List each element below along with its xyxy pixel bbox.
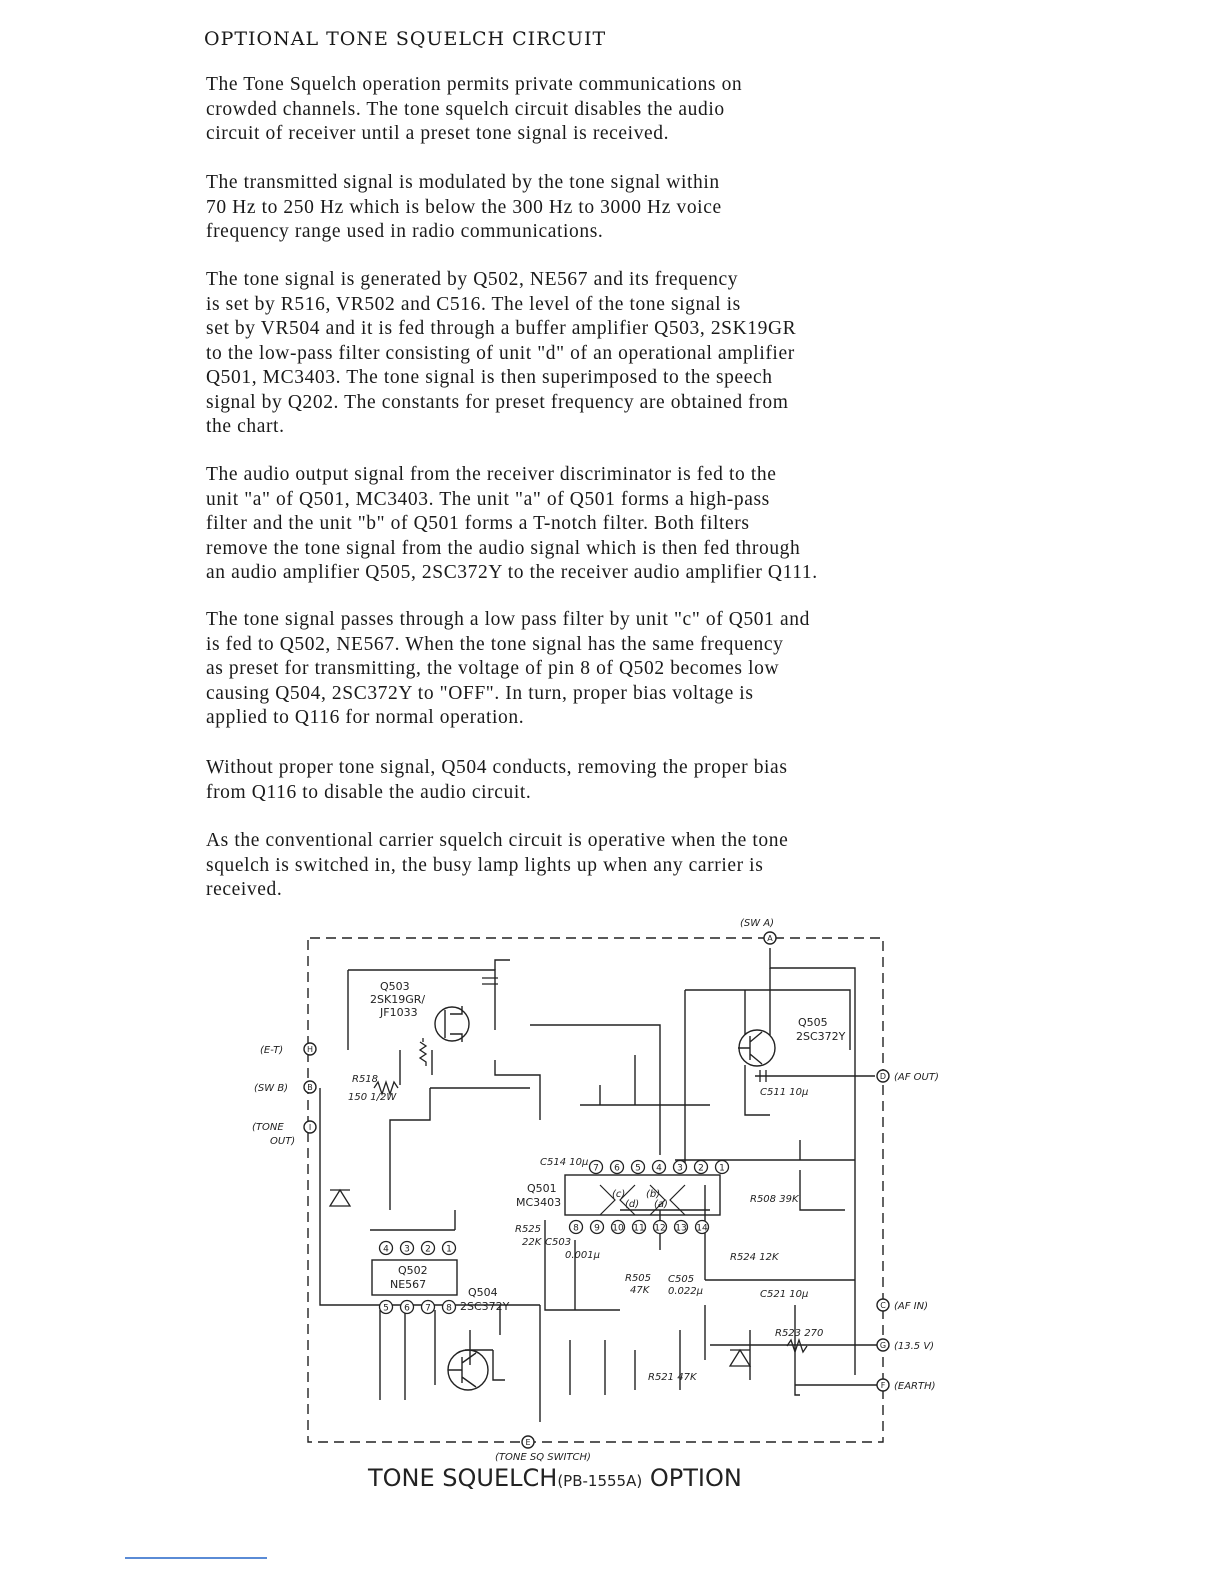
unit-a: (a) xyxy=(654,1199,668,1210)
text-line: The transmitted signal is modulated by the tone signal within xyxy=(206,172,720,193)
text-line: filter and the unit "b" of Q501 forms a T-notch filter. Both filters xyxy=(206,513,750,534)
text-line: The audio output signal from the receiver discriminator is fed to the xyxy=(206,464,777,485)
ic-pin-number: 6 xyxy=(614,1163,620,1174)
text-line: remove the tone signal from the audio signal which is then fed through xyxy=(206,537,801,559)
text-line: Without proper tone signal, Q504 conducts, removing the proper bias xyxy=(206,757,788,778)
terminal-e: E xyxy=(525,1438,531,1447)
label-tone-out-2: OUT) xyxy=(270,1136,296,1147)
r524-label: R524 12K xyxy=(730,1252,779,1263)
paragraph-tone-generation xyxy=(206,268,996,440)
c505-label: C505 xyxy=(668,1274,695,1285)
r525-label: R525 xyxy=(515,1224,542,1235)
section-heading: OPTIONAL TONE SQUELCH CIRCUIT xyxy=(204,28,607,50)
paragraph-audio-output xyxy=(206,463,996,586)
ic-pin-number: 1 xyxy=(719,1163,725,1174)
text-line: set by VR504 and it is fed through a buffer amplifier Q503, 2SK19GR xyxy=(206,318,797,339)
label-13-5v: (13.5 V) xyxy=(894,1341,935,1352)
terminal-f: F xyxy=(880,1381,886,1390)
ic-pin-number: 5 xyxy=(383,1303,389,1314)
r523-label: R523 270 xyxy=(775,1328,824,1339)
c503-label: C503 xyxy=(545,1237,572,1248)
q502-top-pins xyxy=(380,1242,456,1255)
c503-value: 0.001μ xyxy=(565,1250,600,1261)
r505-label: R505 xyxy=(625,1273,652,1284)
ic-pin-number: 12 xyxy=(654,1223,666,1234)
ic-pin-number: 7 xyxy=(425,1303,431,1314)
r505-value: 47K xyxy=(630,1285,650,1296)
text-line: 70 Hz to 250 Hz which is below the 300 Hz to 3000 Hz voice xyxy=(206,196,722,218)
c521-label: C521 10μ xyxy=(760,1289,809,1300)
label-sw-b: (SW B) xyxy=(254,1083,289,1094)
text-line: squelch is switched in, the busy lamp lights up when any carrier is xyxy=(206,854,764,876)
label-af-out: (AF OUT) xyxy=(894,1072,939,1083)
text-line: frequency range used in radio communications. xyxy=(206,221,604,242)
q501-ic xyxy=(516,1175,720,1215)
text-line: Q501, MC3403. The tone signal is then superimposed to the speech xyxy=(206,367,773,388)
terminal-h: H xyxy=(306,1045,314,1054)
ic-pin-number: 4 xyxy=(656,1163,662,1174)
terminal-c: C xyxy=(880,1301,886,1310)
c514-label: C514 10μ xyxy=(540,1157,589,1168)
label-tone-sq-switch: (TONE SQ SWITCH) xyxy=(495,1452,591,1463)
label-sw-a: (SW A) xyxy=(740,918,775,929)
c511-label: C511 10μ xyxy=(760,1087,809,1098)
q502-ic xyxy=(372,1260,457,1295)
paragraph-tone-squelch-intro xyxy=(206,73,996,147)
terminal-d: D xyxy=(879,1072,887,1081)
q503-part-1: 2SK19GR/ xyxy=(370,993,426,1006)
text-line: applied to Q116 for normal operation. xyxy=(206,707,525,728)
paragraph-carrier-squelch xyxy=(206,829,996,903)
text-line: is fed to Q502, NE567. When the tone signal has the same frequency xyxy=(206,633,784,655)
text-line: circuit of receiver until a preset tone signal is received. xyxy=(206,123,670,144)
label-af-in: (AF IN) xyxy=(894,1301,929,1312)
ic-pin-number: 10 xyxy=(612,1223,624,1234)
ic-pin-number: 1 xyxy=(446,1244,452,1255)
q501-bottom-pins xyxy=(570,1221,709,1234)
ic-pin-number: 5 xyxy=(635,1163,641,1174)
text-line: As the conventional carrier squelch circuit is operative when the tone xyxy=(206,830,789,851)
caption-option: OPTION xyxy=(642,1464,742,1492)
q504-transistor xyxy=(448,1286,510,1390)
c505-value: 0.022μ xyxy=(668,1286,703,1297)
r521-label: R521 47K xyxy=(648,1372,697,1383)
text-line: the chart. xyxy=(206,416,285,437)
terminal-a: A xyxy=(767,934,773,943)
paragraph-without-tone xyxy=(206,756,996,805)
ic-pin-number: 11 xyxy=(633,1223,645,1234)
q503-label: Q503 xyxy=(380,980,410,993)
q504-part: 2SC372Y xyxy=(460,1300,510,1313)
unit-b: (b) xyxy=(646,1189,661,1200)
r518-value: 150 1/2W xyxy=(348,1092,397,1103)
caption-model: (PB-1555A) xyxy=(557,1472,643,1490)
paragraph-low-pass xyxy=(206,608,996,731)
text-line: crowded channels. The tone squelch circuit disables the audio xyxy=(206,98,725,120)
label-earth: (EARTH) xyxy=(894,1381,936,1392)
terminal-b: B xyxy=(307,1083,313,1092)
tone-squelch-schematic xyxy=(240,910,1000,1465)
q501-top-pins xyxy=(590,1161,729,1174)
q504-label: Q504 xyxy=(468,1286,498,1299)
footer-rule xyxy=(125,1557,267,1559)
q503-part-2: JF1033 xyxy=(380,1006,418,1019)
text-line: as preset for transmitting, the voltage of pin 8 of Q502 becomes low xyxy=(206,658,780,679)
ic-pin-number: 3 xyxy=(677,1163,683,1174)
q505-part: 2SC372Y xyxy=(796,1030,846,1043)
paragraph-transmitted-signal xyxy=(206,171,996,245)
text-line: to the low-pass filter consisting of unit "d" of an operational amplifier xyxy=(206,342,795,364)
q501-part: MC3403 xyxy=(516,1196,562,1209)
ic-pin-number: 2 xyxy=(425,1244,431,1255)
r508-label: R508 39K xyxy=(750,1194,799,1205)
terminal-g: G xyxy=(879,1341,887,1350)
text-line: The Tone Squelch operation permits private communications on xyxy=(206,74,743,95)
text-line: is set by R516, VR502 and C516. The level of the tone signal is xyxy=(206,293,741,315)
ic-pin-number: 13 xyxy=(675,1223,687,1234)
label-tone-out-1: (TONE xyxy=(252,1122,284,1133)
text-line: signal by Q202. The constants for preset frequency are obtained from xyxy=(206,391,789,413)
text-line: from Q116 to disable the audio circuit. xyxy=(206,781,532,803)
ic-pin-number: 9 xyxy=(594,1223,600,1234)
q502-bottom-pins xyxy=(380,1301,456,1314)
ic-pin-number: 6 xyxy=(404,1303,410,1314)
unit-c: (c) xyxy=(612,1189,626,1200)
q503-transistor xyxy=(370,980,469,1042)
q502-label: Q502 xyxy=(398,1264,428,1277)
schematic-caption xyxy=(368,1464,742,1492)
ic-pin-number: 8 xyxy=(573,1223,579,1234)
ic-pin-number: 8 xyxy=(446,1303,452,1314)
ic-pin-number: 2 xyxy=(698,1163,704,1174)
unit-d: (d) xyxy=(625,1199,640,1210)
text-line: The tone signal is generated by Q502, NE567 and its frequency xyxy=(206,269,739,290)
caption-main: TONE SQUELCH xyxy=(368,1464,558,1492)
text-line: causing Q504, 2SC372Y to "OFF". In turn, proper bias voltage is xyxy=(206,682,754,704)
text-line: an audio amplifier Q505, 2SC372Y to the receiver audio amplifier Q111. xyxy=(206,562,818,583)
label-e-t: (E-T) xyxy=(260,1045,284,1056)
q501-label: Q501 xyxy=(527,1182,557,1195)
text-line: The tone signal passes through a low pass filter by unit "c" of Q501 and xyxy=(206,609,810,630)
ic-pin-number: 14 xyxy=(696,1223,708,1234)
ic-pin-number: 3 xyxy=(404,1244,410,1255)
q502-part: NE567 xyxy=(390,1278,427,1291)
r525-value: 22K xyxy=(522,1237,542,1248)
ic-pin-number: 4 xyxy=(383,1244,389,1255)
text-line: unit "a" of Q501, MC3403. The unit "a" of Q501 forms a high-pass xyxy=(206,488,770,510)
text-line: received. xyxy=(206,879,283,900)
terminal-i: I xyxy=(308,1123,312,1132)
ic-pin-number: 7 xyxy=(593,1163,599,1174)
r518-label: R518 xyxy=(352,1074,379,1085)
q505-transistor xyxy=(738,1016,846,1066)
q505-label: Q505 xyxy=(798,1016,828,1029)
